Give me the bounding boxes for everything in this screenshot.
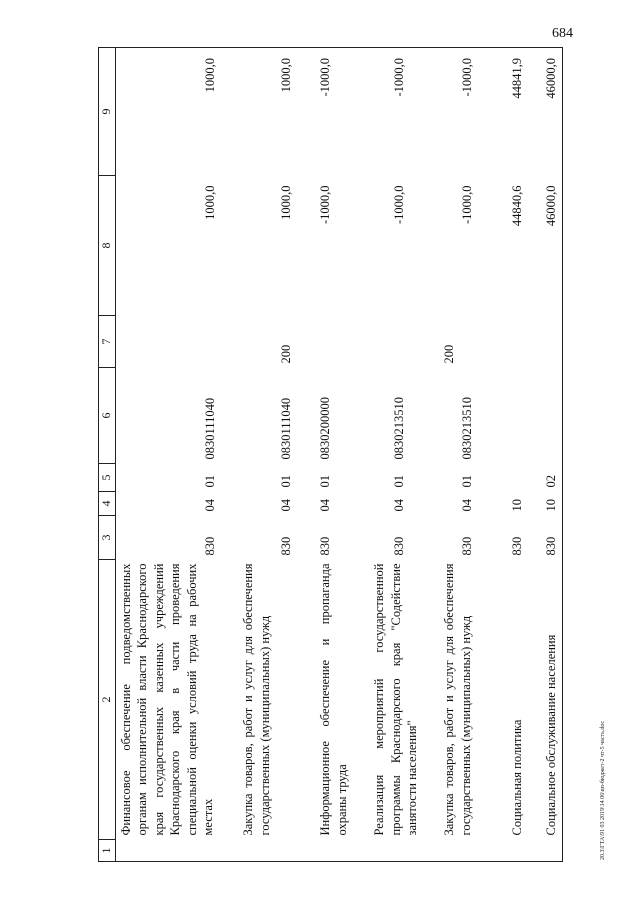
cell-c7 <box>507 316 541 368</box>
budget-table <box>98 47 563 862</box>
column-header: 9 <box>99 48 116 176</box>
cell-c7 <box>541 316 562 368</box>
cell-c8: -1000,0 <box>460 185 475 225</box>
cell-c5: 01 <box>202 475 217 488</box>
cell-c7: 200 <box>279 344 294 364</box>
cell-c7 <box>115 316 238 368</box>
cell-c7: 200 <box>442 344 457 364</box>
row-name: Закупка товаров, работ и услуг для обеспечения государственных (муниципальных) нужд <box>241 563 272 836</box>
cell-c9: 46000,0 <box>541 48 562 176</box>
row-name: Финансовое обеспечение подведомственных органам исполнительной власти Краснодарского края государственных казенных учреждений Краснодарского края в части проведения специальной оценки условий труда на рабочих местах <box>118 563 216 836</box>
rotated-table-container <box>98 48 560 862</box>
cell-c5: 01 <box>318 475 333 488</box>
cell-c3: 830 <box>460 536 475 556</box>
cell-c5: 01 <box>460 475 475 488</box>
cell-c6 <box>507 368 541 464</box>
cell-c5: 01 <box>279 475 294 488</box>
cell-c8: -1000,0 <box>318 185 333 225</box>
table-row <box>369 48 439 862</box>
page-number: 684 <box>552 26 573 41</box>
cell-c9: 1000,0 <box>238 48 315 176</box>
cell-c3: 830 <box>279 536 294 556</box>
table-row <box>315 48 369 862</box>
column-header: 8 <box>99 176 116 316</box>
cell-c5: 01 <box>392 475 407 488</box>
cell-c6 <box>541 368 562 464</box>
cell-c4: 04 <box>202 499 217 512</box>
cell-c7 <box>369 316 439 368</box>
cell-c7 <box>315 316 369 368</box>
cell-c3: 830 <box>541 516 562 560</box>
cell-c8: 1000,0 <box>279 185 294 220</box>
cell-c3: 830 <box>392 536 407 556</box>
table-row <box>115 48 238 862</box>
table-row <box>541 48 562 862</box>
cell-c3: 830 <box>318 536 333 556</box>
cell-c6: 0830213510 <box>460 397 475 460</box>
row-name: Социальная политика <box>510 719 525 836</box>
cell-c9: -1000,0 <box>315 48 369 176</box>
row-name: Реализация мероприятий государственной программы Краснодарского края "Содействие занятости населения" <box>372 563 420 836</box>
table-row <box>439 48 507 862</box>
cell-c4: 10 <box>510 499 525 512</box>
cell-c9: 1000,0 <box>115 48 238 176</box>
cell-c4: 04 <box>318 499 333 512</box>
cell-c6: 0830200000 <box>318 397 333 460</box>
row-name: Закупка товаров, работ и услуг для обеспечения государственных (муниципальных) нужд <box>442 563 473 836</box>
cell-c9: 44841,9 <box>507 48 541 176</box>
footer-file-path: 20.3\ГТА\91 03 2019\14 06\вп-бюджет-2 чт-5 часть.doc <box>600 720 606 860</box>
column-header: 4 <box>99 492 116 516</box>
column-header: 2 <box>99 560 116 840</box>
cell-c4: 10 <box>541 492 562 516</box>
cell-c8: -1000,0 <box>392 185 407 225</box>
cell-c6: 0830111040 <box>279 397 294 460</box>
column-header: 1 <box>99 840 116 862</box>
cell-c4: 04 <box>392 499 407 512</box>
cell-c8: 46000,0 <box>541 176 562 316</box>
column-header: 3 <box>99 516 116 560</box>
cell-c8: 1000,0 <box>202 185 217 220</box>
column-header: 6 <box>99 368 116 464</box>
cell-c3: 830 <box>202 536 217 556</box>
column-header: 7 <box>99 316 116 368</box>
cell-c4: 04 <box>460 499 475 512</box>
cell-c6: 0830111040 <box>202 397 217 460</box>
table-header-row <box>99 48 116 862</box>
row-name: Социальное обслуживание населения <box>541 560 562 840</box>
cell-c5 <box>507 464 541 492</box>
cell-c3: 830 <box>510 536 525 556</box>
cell-c6: 0830213510 <box>392 397 407 460</box>
row-name: Информационное обеспечение и пропаганда охраны труда <box>318 563 349 836</box>
column-header: 5 <box>99 464 116 492</box>
cell-c9: -1000,0 <box>439 48 507 176</box>
cell-c9: -1000,0 <box>369 48 439 176</box>
cell-c4: 04 <box>279 499 294 512</box>
table-row <box>238 48 315 862</box>
cell-c8: 44840,6 <box>510 185 525 227</box>
cell-c5: 02 <box>541 464 562 492</box>
table-row <box>507 48 541 862</box>
